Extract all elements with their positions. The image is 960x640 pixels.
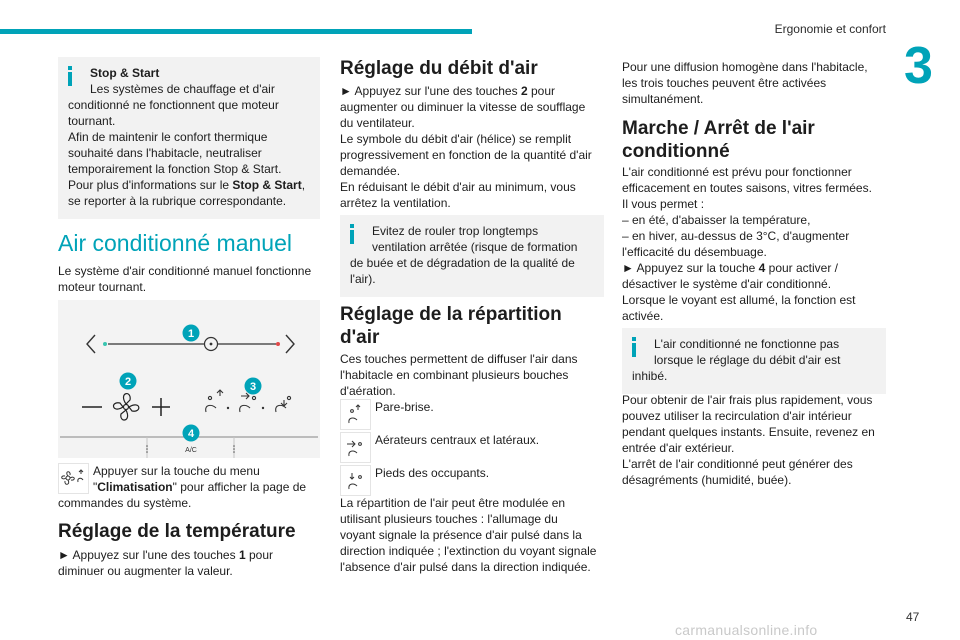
airflow-windscreen-icon — [206, 390, 223, 412]
info-icon — [629, 337, 639, 357]
note-line: Pour plus d'informations sur le Stop & Start, — [68, 178, 306, 192]
page-number: 47 — [906, 610, 920, 624]
key-vents: Aérateurs centraux et latéraux. — [340, 432, 539, 463]
intro-paragraph: Le système d'air conditionné manuel fonctionne moteur tournant. — [58, 264, 312, 294]
key-feet: Pieds des occupants. — [340, 465, 489, 496]
kebab-icon — [233, 445, 235, 453]
climate-menu-icon — [58, 463, 89, 494]
section-title: Ergonomie et confort — [774, 22, 886, 36]
airflow-feet-icon — [276, 396, 291, 412]
callout-2-label: 2 — [124, 376, 132, 388]
climate-panel-figure — [58, 300, 320, 458]
airflow-paragraph: ► Appuyez sur l'une des touches 2 pour augmenter ou diminuer la vitesse de soufflage du ventilateur. Le symbole du débit d'air (hélice) se remplit progressivement en fonction de la quantité d'air demandée. En réduisant le débit d'air au minimum, vous arrêtez la ventilation. — [340, 84, 592, 210]
note-line: temporairement la fonction Stop & Start. — [68, 162, 282, 176]
distribution-heading: Réglage de la répartition d'air — [340, 304, 562, 348]
chevron-left-icon — [87, 335, 95, 353]
menu-instruction-cont: commandes du système. — [58, 496, 192, 510]
ac-inhibited-note: L'air conditionné ne fonctionne pas lorsque le réglage du débit d'air est inhibé. — [622, 328, 886, 394]
recirculation-paragraph: Pour obtenir de l'air frais plus rapidement, vous pouvez utiliser la recirculation d'air intérieur pendant quelques instants. Ensuite, revenez en entrée d'air extérieur. L'arrêt de l'air conditionné peut générer des désagréments (humidité, buée). — [622, 393, 875, 487]
chevron-right-icon — [286, 335, 294, 353]
menu-instruction: Appuyer sur la touche du menu "Climatisation" pour afficher la page de — [58, 463, 320, 495]
distribution-paragraph: Ces touches permettent de diffuser l'air dans l'habitacle en combinant plusieurs bouches d'aération. — [340, 352, 578, 398]
callout-4-label: 4 — [187, 428, 195, 440]
note-line: se reporter à la rubrique correspondante. — [68, 194, 287, 208]
header-accent-bar — [0, 29, 472, 34]
key-windscreen: Pare-brise. — [340, 399, 434, 430]
info-icon — [347, 224, 357, 244]
callout-1-label: 1 — [187, 328, 195, 340]
modulation-paragraph: La répartition de l'air peut être modulée en utilisant plusieurs touches : l'allumage du voyant signale la présence d'air pulsé dans la direction indiquée ; l'extinction du voyant signale l'absence d'air pulsé dans la direction indiquée. — [340, 496, 597, 574]
climate-panel-illustration — [58, 300, 320, 458]
temperature-heading: Réglage de la température — [58, 521, 296, 542]
vents-airflow-icon — [340, 432, 371, 463]
windscreen-airflow-icon — [340, 399, 371, 430]
chapter-number: 3 — [904, 37, 933, 95]
note-line: Afin de maintenir le confort thermique — [68, 130, 268, 144]
airflow-vents-icon — [240, 393, 256, 412]
temperature-paragraph: ► Appuyez sur l'une des touches 1 pour diminuer ou augmenter la valeur. — [58, 548, 273, 578]
feet-airflow-icon — [340, 465, 371, 496]
note-line: souhaité dans l'habitacle, neutraliser — [68, 146, 262, 160]
airflow-heading: Réglage du débit d'air — [340, 58, 538, 79]
stop-start-note — [58, 57, 320, 219]
ac-onoff-heading: Marche / Arrêt de l'air conditionné — [622, 118, 815, 162]
callout-3-label: 3 — [249, 381, 257, 393]
kebab-icon — [146, 445, 148, 453]
ac-paragraph: L'air conditionné est prévu pour fonctionner efficacement en toutes saisons, vitres fermées. Il vous permet : – en été, d'abaisser la température, – en hiver, au-dessus de 3°C, d'augmenter l'efficacité du désembuage. ► Appuyez sur la touche 4 pour activer / désactiver le système d'air conditionné. Lorsque le voyant est allumé, la fonction est activée. — [622, 165, 872, 323]
note-title: Stop & Start — [90, 66, 160, 80]
watermark: carmanualsonline.info — [675, 622, 818, 638]
ventilation-note: Evitez de rouler trop longtemps ventilation arrêtée (risque de formation de buée et de dégradation de la qualité de l'air). — [340, 215, 604, 297]
ac-label: A/C — [185, 447, 197, 454]
fan-icon — [114, 394, 139, 420]
section-heading: Air conditionné manuel — [58, 230, 292, 256]
homogeneous-paragraph: Pour une diffusion homogène dans l'habitacle, les trois touches peuvent être activées simultanément. — [622, 60, 868, 106]
note-line: conditionné ne fonctionnent que moteur — [68, 98, 279, 112]
note-line: Les systèmes de chauffage et d'air — [90, 82, 275, 96]
note-line: tournant. — [68, 114, 116, 128]
info-icon — [65, 66, 75, 86]
